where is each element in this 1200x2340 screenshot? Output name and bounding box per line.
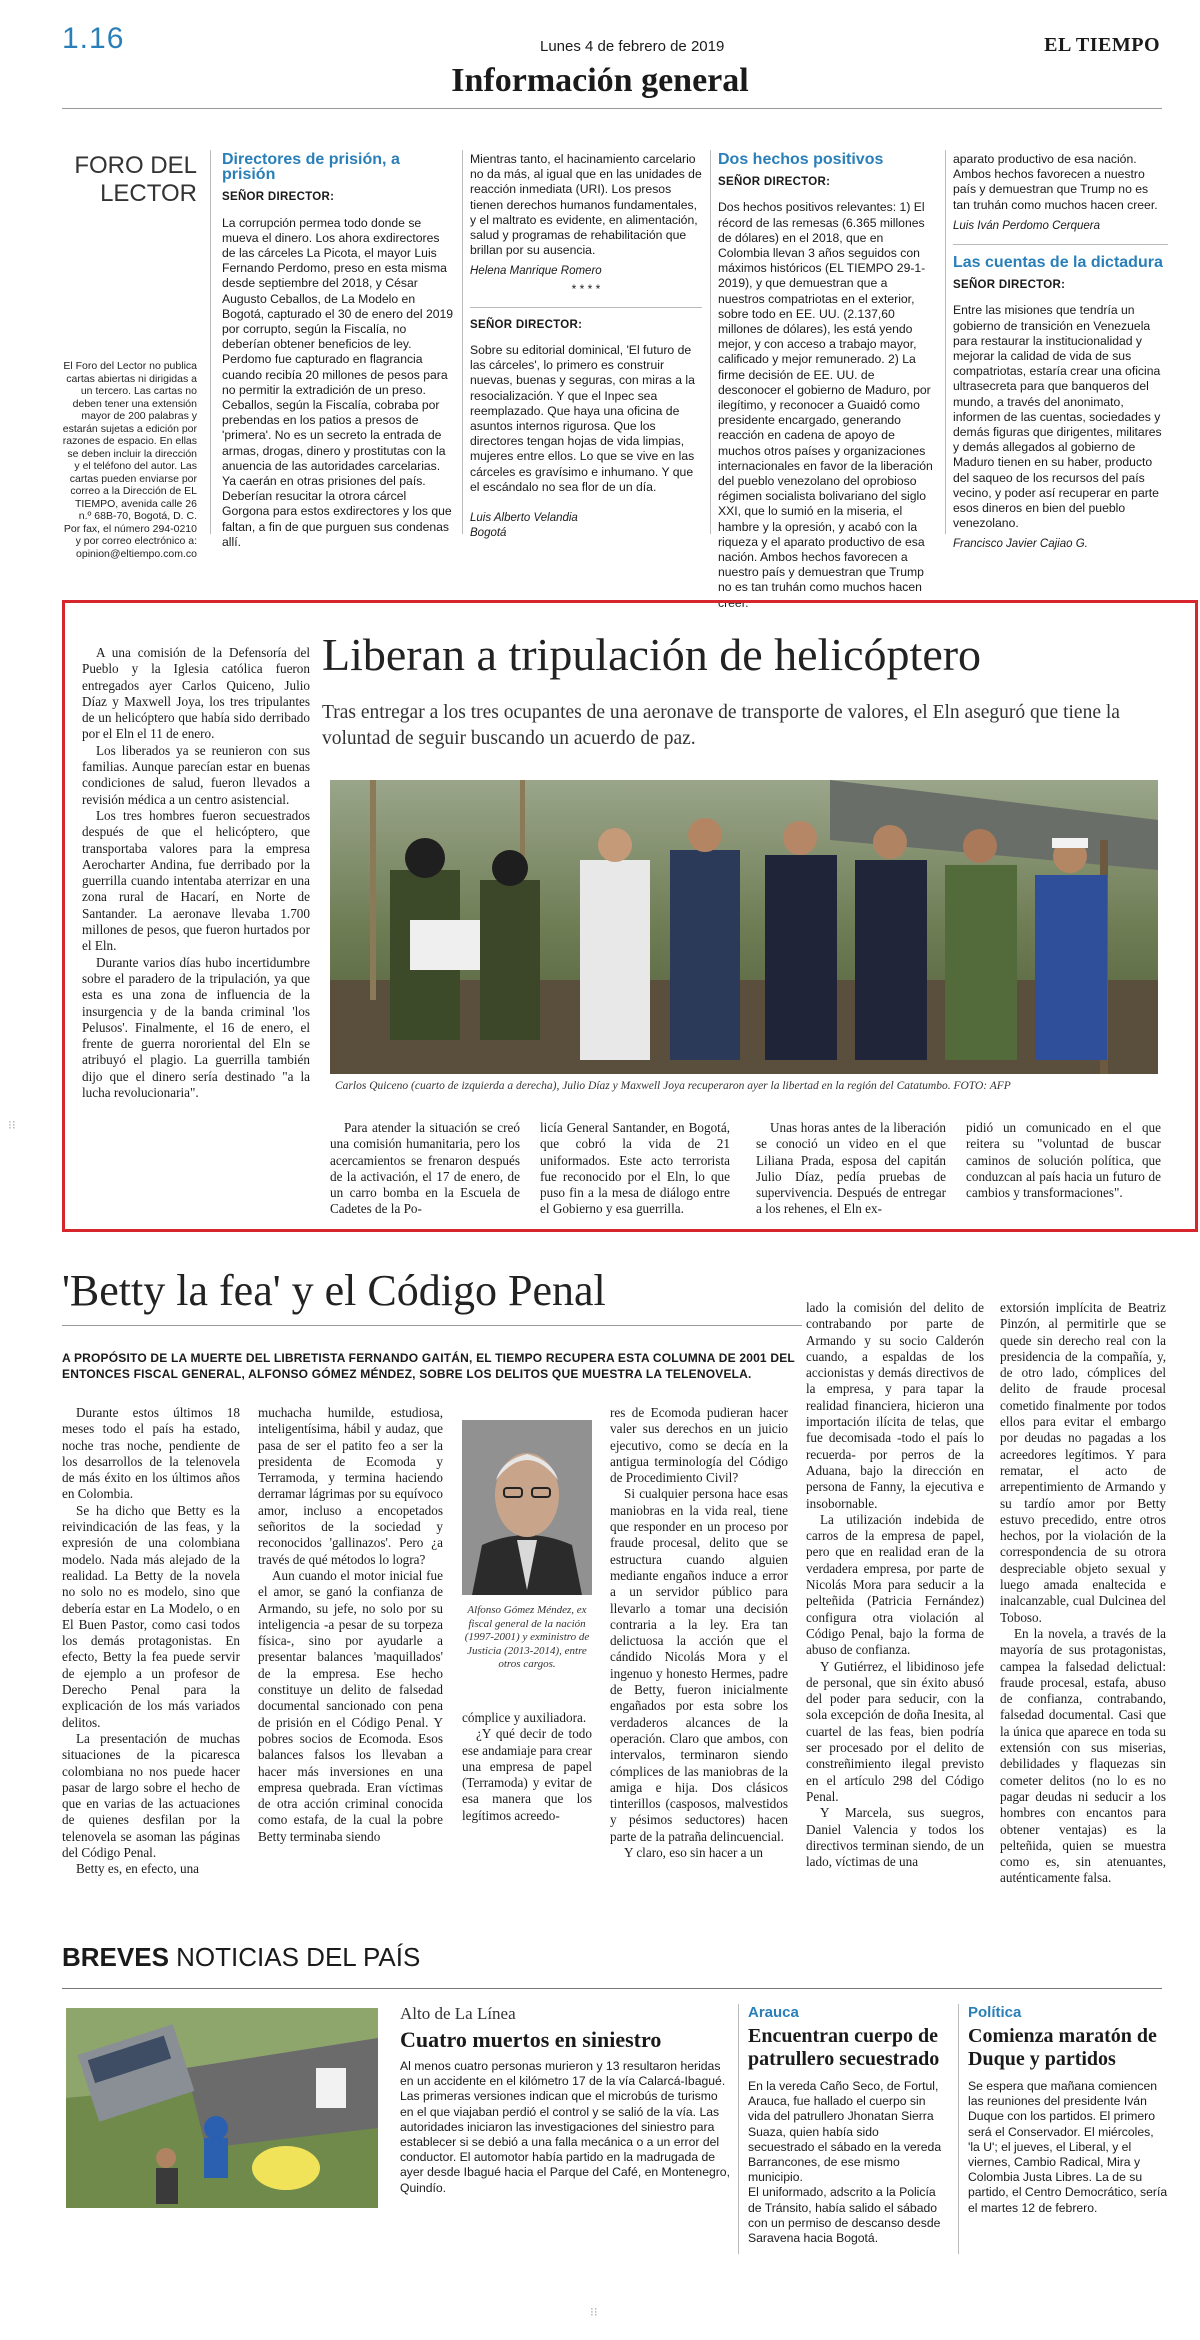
letter-body-continuation: aparato productivo de esa nación. Ambos hechos favorecen a nuestro país y demuestran que Trump no es tan truhán como muchos hacen creer. [953, 152, 1158, 212]
story-paragraph: Y Gutiérrez, el libidinoso jefe de personal, que sin éxito abusó del poder para seducir, con la sola excepción de doña Inesita, al cuartel de las feas, bien podría ser procesado por el delito de constreñimiento ilegal previsto en el artículo 298 del Código Penal. [806, 1658, 984, 1804]
photo-caption: Carlos Quiceno (cuarto de izquierda a derecha), Julio Díaz y Maxwell Joya recuperaron ayer la libertad en la región del Catatumbo. FOTO: AFP [335, 1080, 1011, 1092]
story-paragraph: cómplice y auxiliadora. [462, 1710, 587, 1725]
breves-title-bold: BREVES [62, 1942, 169, 1972]
page-number: 1.16 [62, 22, 125, 55]
headline-rule [62, 1325, 802, 1326]
letter-separator [470, 307, 702, 308]
story-paragraph: Y Marcela, sus suegros, Daniel Valencia y todos los directivos terminan siendo, de un lado, víctimas de una [806, 1805, 984, 1870]
breve-kicker: Política [968, 2004, 1022, 2021]
column-rule [462, 150, 463, 534]
story-paragraph: Y claro, eso sin hacer a un [624, 1845, 764, 1861]
story-column-4 [756, 1120, 946, 1218]
letter-salutation: SEÑOR DIRECTOR: [470, 318, 583, 331]
letter-stars: * * * * [571, 281, 601, 296]
story-paragraph: Para atender la situación se creó una comisión humanitaria, pero los acercamientos se frenaron después de la activación, el 17 de enero, de un carro bomba en la Escuela de Cadetes de la Po- [330, 1120, 520, 1217]
newspaper-brand: EL TIEMPO [1044, 34, 1160, 56]
hostages-release-photo [330, 780, 1158, 1074]
breve-headline: Encuentran cuerpo de patrullero secuestrado [748, 2025, 940, 2070]
registration-mark: ⁝⁝ [590, 2305, 598, 2319]
letter-signature: Luis Iván Perdomo Cerquera [953, 219, 1101, 232]
letter-separator [953, 244, 1168, 245]
letter-body: La corrupción permea todo donde se mueva el dinero. Los ahora exdirectores de las cárceles La Picota, el mayor Luis Fernando Perdomo, preso en esta misma desde septiembre del 2018, y César Augusto Ceballos, de La Modelo en Bogotá, capturado el 30 de enero del 2019 por corrupto, según la Fiscalía, no deberían obtener beneficios de ley. Perdomo fue capturado en flagrancia cuando recibía 20 millones de pesos para no permitir la extradición de un preso. Ceballos, según la Fiscalía, cobraba por prebendas en los patios a presos de 'primera'. No es un secreto la entrada de armas, drogas, dinero y prostitutas con la anuencia de las autoridades carcelarias. Ya caerán en otras prisiones del país. Deberían resucitar la otrora cárcel Gorgona para estos exdirectores y los que faltan, a fin de que purguen sus condenas allí. [222, 215, 454, 549]
letter-column-1 [222, 152, 454, 550]
letter-title: Las cuentas de la dictadura [953, 254, 1163, 272]
letter-title: Dos hechos positivos [718, 151, 884, 168]
foro-note: El Foro del Lector no publica cartas abiertas ni dirigidas a un tercero. Las cartas no deben tener una extensión mayor de 200 palabras y estarán sujetas a edición por razones de espacio. En ellas se deben incluir la dirección y el teléfono del autor. Las cartas pueden enviarse por correo a la Dirección de EL TIEMPO, avenida calle 26 n.º 68B-70, Bogotá, D. C. Por fax, el número 294-0210 y por correo electrónico a: opinion@eltiempo.com.co [62, 360, 197, 560]
story-column-5 [966, 1120, 1161, 1201]
story-paragraph: muchacha humilde, estudiosa, inteligentísima, hábil y audaz, que pasa de ser el patito feo a ser la presidenta de Ecomoda y Terramoda, y termina haciendo derramar lágrimas por su equívoco amor, incluso a encopetados señoritos de la sociedad y reconocidos 'gallinazos'. Pero ¿a través de qué métodos lo logra? [258, 1405, 443, 1567]
letter-signature: Helena Manrique Romero [470, 265, 602, 278]
page-date: Lunes 4 de febrero de 2019 [540, 38, 725, 55]
breve-2 [748, 2004, 948, 2246]
letter-salutation: SEÑOR DIRECTOR: [953, 279, 1066, 292]
betty-column-3-top [462, 1710, 592, 1824]
story-paragraph: res de Ecomoda pudieran hacer valer sus derechos en un juicio ejecutivo, como se decía en la antigua terminología del Código de Procedimiento Civil? [610, 1405, 788, 1486]
betty-column-5 [1000, 1300, 1166, 1887]
story-paragraph: Los liberados ya se reunieron con sus familias. Aunque parecían estar en buenas condiciones de salud, fueron llevados a revisión médica a un centro asistencial. [82, 742, 310, 807]
breves-section-title [62, 1942, 420, 1973]
breve-1 [400, 2004, 730, 2196]
letter-body: Mientras tanto, el hacinamiento carcelario no da más, al igual que en las unidades de reacción inmediata (URI). Los presos tienen derechos humanos fundamentales, y el maltrato es evidente, en alimentación, salud y programas de rehabilitación que brillan por su ausencia. [470, 152, 702, 258]
story-paragraph: Se ha dicho que Betty es la reivindicación de las feas, y la expresión de una colombiana modelo. Nada más alejado de la realidad. La Betty de la novela no solo no es modelo, sino que debería estar en La Modelo, o en El Buen Pastor, como casi todos los demás protagonistas. En efecto, Betty la fea puede servir de ejemplo a un profesor de Derecho Penal para la explicación de los más variados delitos. [62, 1502, 240, 1730]
letter-column-3 [718, 151, 936, 610]
foro-title: FORO DEL LECTOR [74, 152, 197, 207]
story-paragraph: lado la comisión del delito de contrabando por parte de Armando y su socio Calderón cuando, a espaldas de los accionistas y demás directivos de la empresa, y para tapar la realidad financiera, hicieron una importación ilícita de telas, que fue decomisada -todo el país lo recuerda- por perros de la Aduana, bajo la dirección en persona de Fanny, la ejecutiva e insobornable. [806, 1300, 984, 1511]
breve-body: Se espera que mañana comiencen las reuniones del presidente Iván Duque con los partidos. El primero será el Conservador. El miércoles, 'la U'; el jueves, el Liberal, y el viernes, Cambio Radical, Mira y Colombia Justa Libres. La de su partido, el Centro Democrático, sería el martes 12 de febrero. [968, 2079, 1168, 2215]
column-rule [738, 2004, 739, 2254]
column-deck: A PROPÓSITO DE LA MUERTE DEL LIBRETISTA FERNANDO GAITÁN, EL TIEMPO RECUPERA ESTA COLUMNA DE 2001 DEL ENTONCES FISCAL GENERAL, ALFONSO GÓMEZ MÉNDEZ, SOBRE LOS DELITOS QUE MUESTRA LA TELENOVELA. [62, 1351, 795, 1381]
story-column-3 [540, 1120, 730, 1218]
portrait-caption: Alfonso Gómez Méndez, ex fiscal general de la nación (1997-2001) y exministro de Justicia (2013-2014), entre otros cargos. [464, 1604, 590, 1670]
accident-photo [66, 2008, 378, 2208]
breve-body: El uniformado, adscrito a la Policía de Tránsito, había salido el sábado con un permiso de descanso desde Saravena hacia Bogotá. [748, 2185, 941, 2246]
column-rule [958, 2004, 959, 2254]
story-paragraph: En la novela, a través de la mayoría de sus protagonistas, campea la falsedad delictual: fraude procesal, estafa, abuso de confianza, contrabando, falsedad documental. Casi que la única que aparece en toda su extensión con sus miserias, debilidades y flaquezas sin cometer delitos (no lo es no pagar deudas ni seducir a los hombres con encantos para obtener ventajas) es la pelteñida, quien se muestra como es, sin atenuantes, auténticamente falsa. [1000, 1625, 1166, 1886]
story-paragraph: Betty es, en efecto, una [76, 1861, 200, 1877]
letter-signature: Luis Alberto Velandia [470, 512, 578, 525]
letter-signature: Francisco Javier Cajiao G. [953, 538, 1088, 551]
story-column-2 [330, 1120, 520, 1218]
author-portrait [462, 1420, 592, 1595]
story-paragraph: Durante varios días hubo incertidumbre sobre el paradero de la tripulación, ya que esta es una zona de influencia de la insurgencia y de la banda criminal 'los Pelusos'. Finalmente, el 16 de enero, el frente de guerra nororiental del Eln se atribuyó el plagio. La guerrilla también dijo que el dinero sería destinado "a la lucha revolucionaria". [82, 954, 310, 1101]
story-headline: Liberan a tripulación de helicóptero [322, 629, 982, 680]
story-paragraph: A una comisión de la Defensoría del Pueblo y la Iglesia católica fueron entregados ayer Carlos Quiceno, Julio Díaz y Maxwell Joya, los tres tripulantes de un helicóptero que había sido derribado por el Eln el 11 de enero. [82, 645, 310, 742]
breve-headline: Comienza maratón de Duque y partidos [968, 2025, 1157, 2070]
column-rule [210, 150, 211, 534]
letter-city: Bogotá [470, 527, 507, 540]
story-paragraph: Durante estos últimos 18 meses todo el país ha estado, noche tras noche, pendiente de los desarrollos de la telenovela de más éxito en los últimos años en Colombia. [62, 1405, 240, 1502]
letter-body: Sobre su editorial dominical, 'El futuro de las cárceles', lo primero es construir nuevas, buenas y seguras, con miras a la resocialización. Y que el Inpec sea reemplazado. Que haya una oficina de asuntos internos rigurosa. Que los directores tengan hojas de vida limpias, mujeres entre ellos. Lo que se vive en las cárceles es gravísimo e inhumano. Y que el escándalo no sea flor de un día. [470, 343, 695, 494]
story-paragraph: licía General Santander, en Bogotá, que cobró la vida de 21 uniformados. Este acto terrorista fue reconocido por el Eln, lo que puso fin a la mesa de diálogo entre el Gobierno y esa guerrilla. [540, 1120, 730, 1217]
breve-body: En la vereda Caño Seco, de Fortul, Arauca, fue hallado el cuerpo sin vida del patrullero Jhonatan Sierra Suaza, quien había sido secuestrado el sábado en la vereda Barrancones, de ese mismo municipio. [748, 2079, 942, 2185]
betty-column-4 [806, 1300, 984, 1870]
betty-column-2 [258, 1405, 443, 1845]
letter-body: Dos hechos positivos relevantes: 1) El récord de las remesas (6.365 millones de dólares) en el 2018, que en Colombia llevan 3 años seguidos con máximos históricos (EL TIEMPO 29-1-2019), y que demuestran que a nuestros compatriotas en el exterior, sobre todo en EE. UU. (2.137,60 millones de dólares), les está yendo mejor, y con acceso a trabajo mayor, calificado y mejor remunerado. 2) La firme decisión de EE. UU. de desconocer el gobierno de Maduro, por ilegítimo, y reconocer a Guaidó como presidente encargado, generando reacción en cadena de apoyo de muchos otros países y organizaciones internacionales en favor de la liberación del pueblo venezolano del oprobioso régimen socialista bolivariano del siglo XXI, que lo sumió en la miseria, el hambre y la opresión, y acabó con la riqueza y el aparato productivo de esa nación. Ambos hechos favorecen a nuestro país y demuestran que Trump no es tan truhán como muchos hacen creer. [718, 200, 933, 610]
story-deck: Tras entregar a los tres ocupantes de una aeronave de transporte de valores, el Eln aseguró que tiene la voluntad de seguir buscando un acuerdo de paz. [322, 702, 1120, 749]
column-rule [710, 150, 711, 534]
letter-body: Entre las misiones que tendría un gobierno de transición en Venezuela para restaurar la institucionalidad y mejorar la calidad de vida de sus compatriotas, estaría crear una oficina ultrasecreta para que banqueros del mundo, a través del anonimato, informen de las cuentas, sociedades y demás figuras que dirigentes, militares y demás allegados al gobierno de Maduro tienen en su haber, producto del saqueo de los recursos del país vecino, y poder así recuperar en parte esos dineros en bien del pueblo venezolano. [953, 303, 1162, 531]
portrait-illustration [462, 1420, 592, 1595]
story-paragraph: extorsión implícita de Beatriz Pinzón, al permitirle que se quede sin derecho real con la presidencia de la compañía, y, de otro lado, cómplices del delito de fraude procesal cometido finalmente por todos ellos para evitar el embargo por deudas no pagadas a los acreedores legítimos. Y para rematar, el acto de arrepentimiento de Armando y su tardío amor por Betty estuvo precedido, entre otros hechos, por la violación de la correspondencia de su otrora despreciable objeto sexual y luego amada enaltecida e inalcanzable, cual Dulcinea del Toboso. [1000, 1300, 1166, 1625]
breves-rule [62, 1988, 1162, 1989]
breve-3 [968, 2004, 1168, 2216]
story-paragraph: Unas horas antes de la liberación se conoció un video en el que Liliana Prada, esposa del capitán Julio Díaz, pedía pruebas de supervivencia. Después de entregar a los rehenes, el Eln ex- [756, 1120, 946, 1217]
story-paragraph: Si cualquier persona hace esas maniobras en la vida real, tiene que responder en un proceso por fraude procesal, delito que se estructura cuando alguien mediante engaños induce a error a un servidor público para llevarlo a tomar una decisión contraria a la ley. Era tan delictuosa la acción que el cándido Nicolás Mora y el ingenuo y honesto Hermes, padre de Betty, fueron inicialmente engañados por esta sobre los verdaderos alcances de la operación. Claro que ambos, con intervalos, terminaron siendo cómplices de las maniobras de la amiga e hija. Dos clásicos tinterillos (casposos, malvestidos y pésimos seductores) hacen parte de la patraña delincuencial. [610, 1486, 788, 1844]
letter-salutation: SEÑOR DIRECTOR: [222, 191, 335, 204]
photo-illustration [330, 780, 1158, 1074]
letter-column-4 [953, 152, 1168, 553]
breve-body: Al menos cuatro personas murieron y 13 resultaron heridas en un accidente en el kilómetro 17 de la vía Calarcá-Ibagué. Las primeras versiones indican que el microbús de turismo en el que viajaban perdió el control y se salió de la vía. Las autoridades iniciaron las investigaciones del siniestro para establecer si se debió a una falla mecánica o a un error del conductor. El automotor había partido en la madrugada de ayer desde Ibagué hacia el Parque del Café, en Montenegro, Quindío. [400, 2059, 730, 2195]
breve-kicker: Alto de La Línea [400, 2004, 516, 2023]
story-column-1 [82, 645, 310, 1101]
accident-illustration [66, 2008, 378, 2208]
betty-column-1 [62, 1405, 240, 1878]
breve-headline: Cuatro muertos en siniestro [400, 2027, 662, 2052]
story-paragraph: Aun cuando el motor inicial fue el amor, se ganó la confianza de Armando, su jefe, no solo por su inteligencia -a pesar de su torpeza física-, sino por ayudarle a presentar balances 'maquillados' de la empresa. Ese hecho constituye un delito de falsedad documental sancionado con pena de prisión en el Código Penal. Y pobres socios de Ecomoda. Esos balances falsos los llevaban a hacer más inversiones en una empresa quebrada. Eran víctimas de otra acción criminal conocida como estafa, de la cual la pobre Betty terminaba siendo [258, 1567, 443, 1844]
registration-mark: ⁝⁝ [8, 1118, 16, 1132]
betty-column-3 [610, 1405, 788, 1861]
story-paragraph: La presentación de muchas situaciones de la picaresca colombiana no nos puede hacer pasar de largo sobre el hecho de que en varias de las actuaciones de quienes desfilan por la telenovela se asoman las páginas del Código Penal. [62, 1730, 240, 1861]
story-paragraph: La utilización indebida de carros de la empresa de papel, pero que en realidad eran de la verdadera empresa, por parte de Nicolás Mora para seducir a la pelteñida (Patricia Fernández) configura otra violación al Código Penal, bajo la forma de abuso de confianza. [806, 1511, 984, 1658]
breve-kicker: Arauca [748, 2004, 799, 2021]
story-paragraph: pidió un comunicado en el que reitera su "voluntad de buscar caminos de solución política, que conduzcan al país hacia un futuro de cambios y transformaciones". [966, 1120, 1161, 1201]
header-rule [62, 108, 1162, 109]
letter-title: Directores de prisión, a prisión [222, 151, 400, 184]
breves-title-light: NOTICIAS DEL PAÍS [176, 1942, 421, 1972]
letter-salutation: SEÑOR DIRECTOR: [718, 176, 831, 189]
column-headline: 'Betty la fea' y el Código Penal [62, 1266, 606, 1315]
story-paragraph: Los tres hombres fueron secuestrados después de que el helicóptero, que transportaba valores para la empresa Aerocharter Andina, fue derribado por la guerrilla cuando intentaba aterrizar en una zona rural de Hacarí, en Norte de Santander. La aeronave llevaba 1.700 millones de pesos, que fueron hurtados por el Eln. [82, 807, 310, 954]
story-paragraph: ¿Y qué decir de todo ese andamiaje para crear una empresa de papel (Terramoda) y evitar de esa manera que los legítimos acreedo- [462, 1726, 592, 1823]
section-title: Información general [451, 62, 749, 99]
letter-column-2 [470, 152, 702, 541]
column-rule [945, 150, 946, 534]
